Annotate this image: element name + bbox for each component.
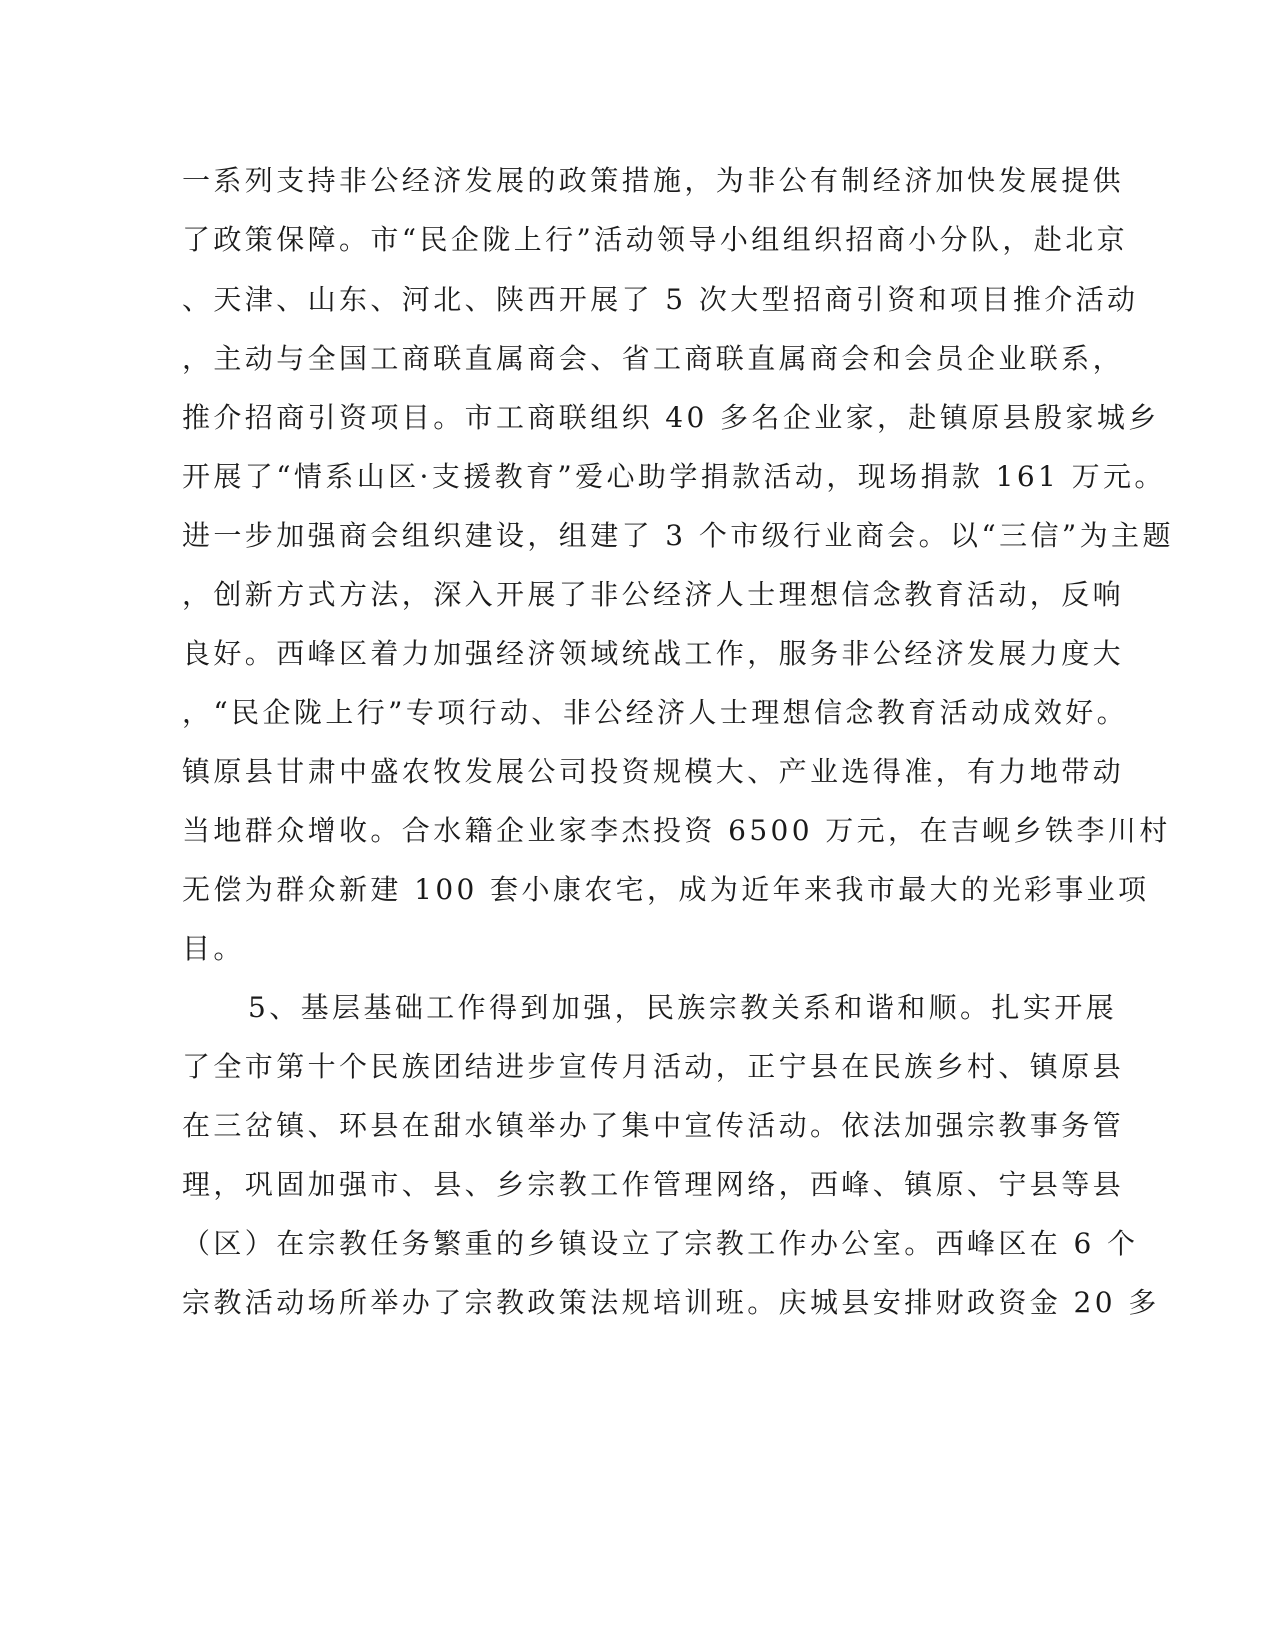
paragraph-line: 在三岔镇、环县在甜水镇举办了集中宣传活动。依法加强宗教事务管	[182, 1109, 1125, 1142]
paragraph-line: 宗教活动场所举办了宗教政策法规培训班。庆城县安排财政资金 20 多	[182, 1286, 1160, 1319]
paragraph-line: 理，巩固加强市、县、乡宗教工作管理网络，西峰、镇原、宁县等县	[182, 1168, 1125, 1201]
paragraph-line: ，主动与全国工商联直属商会、省工商联直属商会和会员企业联系，	[182, 342, 1125, 375]
section-heading-line: 5、基层基础工作得到加强，民族宗教关系和谐和顺。扎实开展	[248, 991, 1118, 1024]
paragraph-line: 推介招商引资项目。市工商联组织 40 多名企业家，赴镇原县殷家城乡	[182, 401, 1160, 434]
paragraph-line: 当地群众增收。合水籍企业家李杰投资 6500 万元，在吉岘乡铁李川村	[182, 814, 1171, 847]
paragraph-line: 、天津、山东、河北、陕西开展了 5 次大型招商引资和项目推介活动	[182, 283, 1139, 316]
paragraph-line: 进一步加强商会组织建设，组建了 3 个市级行业商会。以“三信”为主题	[182, 519, 1174, 552]
paragraph-line: 良好。西峰区着力加强经济领域统战工作，服务非公经济发展力度大	[182, 637, 1125, 670]
paragraph-line: 了政策保障。市“民企陇上行”活动领导小组组织招商小分队，赴北京	[182, 223, 1129, 256]
paragraph-line: 一系列支持非公经济发展的政策措施，为非公有制经济加快发展提供	[182, 164, 1125, 197]
paragraph-line: 了全市第十个民族团结进步宣传月活动，正宁县在民族乡村、镇原县	[182, 1050, 1125, 1083]
paragraph-line: ，创新方式方法，深入开展了非公经济人士理想信念教育活动，反响	[182, 578, 1125, 611]
paragraph-line: 无偿为群众新建 100 套小康农宅，成为近年来我市最大的光彩事业项	[182, 873, 1150, 906]
paragraph-line: 目。	[182, 932, 245, 965]
paragraph-line: （区）在宗教任务繁重的乡镇设立了宗教工作办公室。西峰区在 6 个	[182, 1227, 1139, 1260]
paragraph-line: 开展了“情系山区·支援教育”爱心助学捐款活动，现场捐款 161 万元。	[182, 460, 1166, 493]
paragraph-line: ，“民企陇上行”专项行动、非公经济人士理想信念教育活动成效好。	[182, 696, 1129, 729]
paragraph-line: 镇原县甘肃中盛农牧发展公司投资规模大、产业选得准，有力地带动	[182, 755, 1125, 788]
